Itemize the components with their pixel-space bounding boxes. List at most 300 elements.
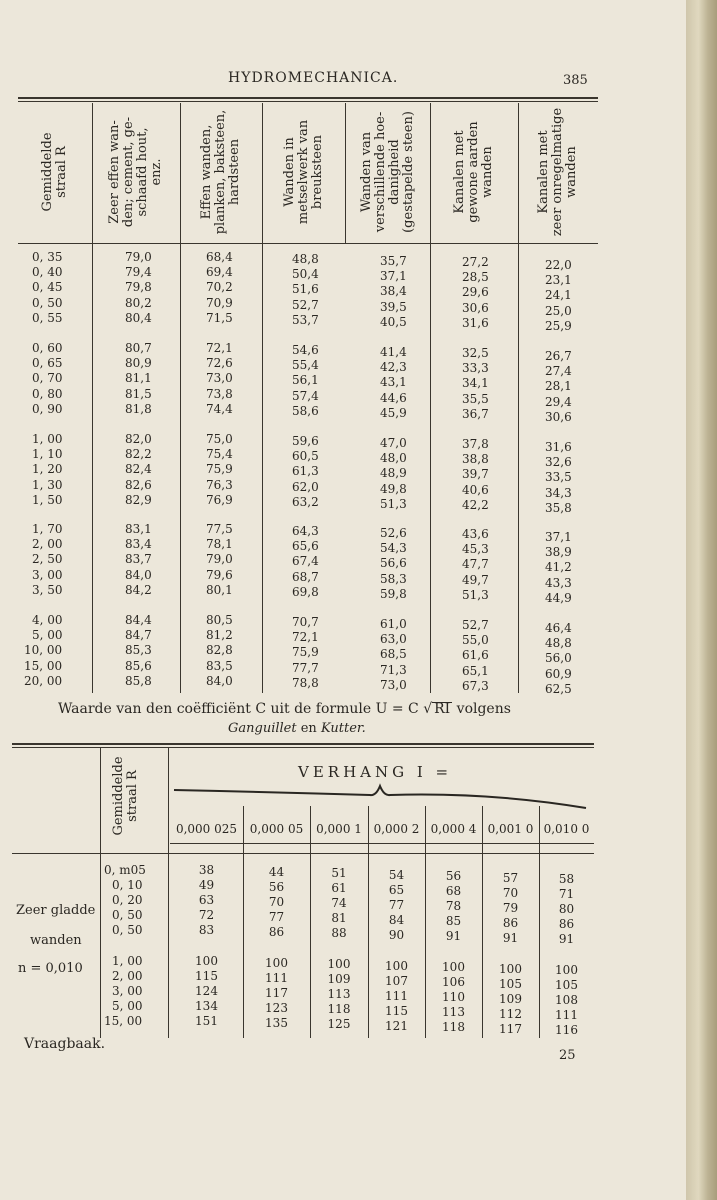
radius-value: 1, 70	[32, 522, 63, 536]
radius-value: 5, 00	[32, 628, 63, 643]
header-line: Wanden van	[358, 131, 374, 213]
coefficient-value: 79,0	[125, 250, 152, 264]
coefficient-value: 82,4	[125, 462, 152, 477]
table1-column-header	[41, 106, 69, 238]
radius-value: 3, 00	[112, 984, 143, 998]
coefficient-value: 41,4	[380, 345, 407, 359]
coefficient-value: 151	[195, 1014, 218, 1028]
coefficient-value: 80,2	[125, 295, 152, 310]
coefficient-value: 43,1	[380, 375, 407, 390]
coefficient-value: 81,2	[206, 628, 233, 643]
coefficient-value: 85,3	[125, 643, 152, 658]
coefficient-value: 58	[558, 872, 575, 886]
coefficient-value: 75,9	[206, 462, 233, 477]
coefficient-value: 52,7	[462, 618, 489, 632]
header-line: (gestapelde steen)	[400, 111, 416, 233]
coefficient-value: 37,8	[462, 437, 489, 451]
coefficient-value: 84	[388, 912, 405, 927]
header-line: hardsteen	[227, 138, 242, 206]
slope-header: 0,000 1	[316, 822, 362, 836]
coefficient-value: 37,1	[380, 269, 407, 284]
coefficient-value: 41,2	[545, 560, 572, 575]
radius-value: 20, 00	[24, 673, 63, 688]
header-line: Wanden in	[281, 137, 297, 207]
coefficient-value: 63	[198, 893, 215, 907]
coefficient-value: 70,7	[292, 615, 319, 629]
coefficient-value: 81,8	[125, 401, 152, 416]
coefficient-value: 91	[445, 929, 462, 943]
author-ganguillet: Ganguillet	[228, 721, 297, 736]
radius-value: 0, 70	[32, 371, 63, 386]
coefficient-value: 124	[195, 984, 218, 998]
coefficient-value: 84,7	[125, 628, 152, 643]
coefficient-value: 111	[265, 970, 288, 985]
coefficient-value: 65,6	[292, 539, 319, 554]
coefficient-value: 52,6	[380, 526, 407, 540]
header-line: gewone aarden	[466, 121, 481, 223]
radius-value: 15, 00	[104, 1014, 143, 1028]
header-line: den; cement, ge-	[121, 116, 136, 228]
radius-value: 0, 45	[32, 280, 63, 295]
radius-value: 0, 65	[32, 356, 63, 371]
coefficient-value: 70	[268, 894, 285, 909]
radius-value: 1, 30	[32, 477, 63, 492]
coefficient-value: 81,1	[125, 371, 152, 386]
coefficient-value: 72,6	[206, 356, 233, 371]
coefficient-value: 50,4	[292, 267, 319, 282]
coefficient-value: 28,5	[462, 270, 489, 285]
coefficient-value: 64,3	[292, 524, 319, 538]
caption-volgens: volgens	[456, 701, 511, 717]
coefficient-value: 84,2	[125, 582, 152, 597]
coefficient-value: 77,7	[292, 660, 319, 675]
coefficient-value: 76,3	[206, 477, 233, 492]
coefficient-value: 49	[198, 878, 215, 892]
radius-value: 0, 60	[32, 341, 63, 355]
side-label-n: n = 0,010	[18, 961, 83, 976]
coefficient-value: 36,7	[462, 406, 489, 421]
coefficient-value: 32,6	[545, 455, 572, 470]
coefficient-value: 28,1	[545, 379, 572, 394]
coefficient-value: 108	[555, 993, 578, 1007]
header-line: planken, baksteen,	[213, 109, 228, 235]
coefficient-value: 69,4	[206, 265, 233, 280]
coefficient-value: 121	[385, 1018, 408, 1033]
header-line: verschillende hoe-	[372, 111, 388, 233]
coefficient-value: 57	[502, 870, 519, 885]
radius-value: 2, 00	[112, 969, 143, 983]
coefficient-value: 73,8	[206, 386, 233, 401]
coefficient-value: 38	[198, 863, 215, 877]
coefficient-value: 34,1	[462, 376, 489, 391]
coefficient-value: 31,6	[462, 315, 489, 330]
coefficient-value: 82,8	[206, 643, 233, 658]
table1-col-divider	[180, 103, 181, 693]
coefficient-value: 27,2	[462, 255, 489, 269]
running-header: HYDROMECHANICA.	[228, 70, 399, 86]
header-line: breuksteen	[309, 134, 325, 210]
slope-header: 0,000 2	[373, 822, 420, 836]
coefficient-value: 83,1	[125, 522, 152, 536]
coefficient-value: 82,0	[125, 432, 152, 446]
coefficient-value: 73,0	[206, 371, 233, 386]
coefficient-value: 109	[499, 991, 522, 1006]
coefficient-value: 38,8	[462, 452, 489, 467]
radius-value: 0, m05	[104, 863, 146, 877]
coefficient-value: 75,4	[206, 447, 233, 462]
radius-value: 0, 20	[112, 893, 143, 907]
coefficient-value: 123	[265, 1000, 288, 1015]
radius-value: 0, 50	[32, 295, 63, 310]
coefficient-value: 75,9	[292, 645, 319, 660]
coefficient-value: 68,5	[380, 647, 407, 662]
coefficient-value: 109	[327, 972, 351, 986]
author-kutter: Kutter.	[320, 721, 366, 736]
coefficient-value: 60,9	[545, 666, 572, 681]
coefficient-value: 100	[555, 963, 578, 977]
coefficient-value: 58,6	[292, 403, 319, 418]
coefficient-value: 100	[385, 958, 408, 973]
radius-value: 5, 00	[112, 999, 143, 1013]
table2-slope-rule	[170, 843, 594, 844]
coefficient-value: 25,9	[545, 318, 572, 333]
coefficient-value: 47,0	[380, 436, 407, 450]
coefficient-value: 62,0	[292, 479, 319, 494]
coefficient-value: 72,1	[292, 630, 319, 645]
sqrt-sign: √	[423, 701, 433, 717]
header-line: wanden	[480, 146, 495, 198]
header-line: Zeer effen wan-	[107, 120, 122, 224]
coefficient-value: 85	[445, 914, 462, 928]
coefficient-value: 79,6	[206, 567, 233, 582]
coefficient-value: 27,4	[545, 364, 572, 379]
radius-value: 4, 00	[32, 613, 63, 627]
coefficient-value: 70,2	[206, 280, 233, 295]
footer-vraagbaak: Vraagbaak.	[24, 1036, 106, 1052]
coefficient-value: 40,6	[462, 482, 489, 497]
coefficient-value: 65,1	[462, 663, 489, 678]
radius-value: 1, 10	[32, 447, 63, 462]
coefficient-value: 55,0	[462, 633, 489, 648]
radius-value: 0, 10	[112, 878, 143, 892]
coefficient-value: 72	[198, 908, 215, 922]
coefficient-value: 60,5	[292, 449, 319, 464]
coefficient-value: 85,8	[125, 673, 152, 688]
table2-col-divider	[168, 748, 169, 1038]
coefficient-value: 86	[268, 924, 285, 939]
coefficient-value: 69,8	[292, 584, 319, 599]
coefficient-value: 56	[268, 879, 285, 894]
header-line: Kanalen met	[536, 130, 551, 214]
coefficient-value: 79,4	[125, 265, 152, 280]
coefficient-value: 71	[558, 887, 575, 901]
coefficient-value: 44,9	[545, 590, 572, 605]
coefficient-value: 107	[385, 973, 408, 988]
radius-value: 0, 90	[32, 401, 63, 416]
coefficient-value: 62,5	[545, 681, 572, 696]
radius-value: 1, 20	[32, 462, 63, 477]
coefficient-value: 48,9	[380, 466, 407, 481]
coefficient-value: 117	[499, 1021, 522, 1036]
coefficient-value: 72,1	[206, 341, 233, 355]
coefficient-value: 57,4	[292, 388, 319, 403]
coefficient-value: 29,4	[545, 394, 572, 409]
coefficient-value: 48,8	[292, 252, 319, 266]
table1-col-divider	[262, 103, 263, 693]
coefficient-value: 86	[558, 917, 575, 931]
coefficient-value: 117	[265, 985, 288, 1000]
coefficient-value: 113	[327, 987, 351, 1001]
table1-column-header	[108, 106, 164, 238]
coefficient-value: 63,0	[380, 632, 407, 647]
coefficient-value: 32,5	[462, 346, 489, 360]
coefficient-value: 82,2	[125, 447, 152, 462]
coefficient-value: 56,0	[545, 651, 572, 666]
radius-value: 15, 00	[24, 658, 63, 673]
coefficient-value: 51,6	[292, 282, 319, 297]
coefficient-value: 79	[502, 900, 519, 915]
coefficient-value: 42,3	[380, 360, 407, 375]
coefficient-value: 61,6	[462, 648, 489, 663]
coefficient-value: 135	[265, 1015, 288, 1030]
table1-top-rule-thin	[18, 101, 598, 102]
coefficient-value: 118	[327, 1002, 351, 1016]
coefficient-value: 86	[502, 915, 519, 930]
table1-column-header	[537, 106, 579, 238]
header-line: schaafd hout,	[135, 127, 150, 217]
header-line: wanden	[564, 146, 579, 198]
coefficient-value: 100	[195, 954, 218, 968]
coefficient-value: 46,4	[545, 621, 572, 635]
radius-value: 1, 00	[112, 954, 143, 968]
coefficient-value: 52,7	[292, 297, 319, 312]
coefficient-value: 48,8	[545, 636, 572, 651]
coefficient-value: 70	[502, 885, 519, 900]
coefficient-value: 56,1	[292, 373, 319, 388]
coefficient-value: 80,9	[125, 356, 152, 371]
coefficient-value: 26,7	[545, 349, 572, 363]
coefficient-value: 105	[555, 978, 578, 992]
coefficient-value: 80,5	[206, 613, 233, 627]
coefficient-value: 83,5	[206, 658, 233, 673]
header-line: zeer onregelmatige	[550, 107, 565, 237]
verhang-brace	[170, 782, 590, 812]
side-label-wanden: wanden	[30, 933, 82, 948]
coefficient-value: 80,1	[206, 582, 233, 597]
coefficient-value: 55,4	[292, 358, 319, 373]
coefficient-value: 81,5	[125, 386, 152, 401]
header-gemiddelde-straal	[112, 752, 140, 840]
radius-value: 10, 00	[24, 643, 63, 658]
radius-value: 2, 00	[32, 537, 63, 552]
coefficient-value: 77	[268, 909, 285, 924]
coefficient-value: 78,1	[206, 537, 233, 552]
coefficient-value: 29,6	[462, 285, 489, 300]
header-line: Effen wanden,	[199, 124, 214, 220]
coefficient-value: 79,8	[125, 280, 152, 295]
header-line: straal R	[125, 770, 140, 822]
coefficient-value: 37,1	[545, 530, 572, 544]
coefficient-value: 75,0	[206, 432, 233, 446]
coefficient-value: 84,0	[206, 673, 233, 688]
coefficient-value: 24,1	[545, 288, 572, 303]
coefficient-value: 42,2	[462, 497, 489, 512]
coefficient-value: 74	[331, 896, 347, 910]
header-line: danigheid	[386, 139, 402, 205]
coefficient-value: 88	[331, 926, 347, 940]
coefficient-value: 90	[388, 927, 405, 942]
coefficient-value: 118	[442, 1020, 465, 1034]
coefficient-value: 81	[331, 911, 347, 925]
coefficient-value: 82,9	[125, 492, 152, 507]
coefficient-value: 71,3	[380, 662, 407, 677]
coefficient-value: 61	[331, 881, 347, 895]
header-line: Gemiddelde	[111, 756, 126, 836]
coefficient-value: 61,0	[380, 617, 407, 631]
slope-header: 0,000 4	[430, 822, 477, 836]
coefficient-value: 51	[331, 866, 347, 880]
coefficient-value: 54	[388, 867, 405, 882]
coefficient-value: 25,0	[545, 303, 572, 318]
header-line: enz.	[149, 158, 164, 186]
coefficient-value: 125	[327, 1017, 351, 1031]
coefficient-value: 56,6	[380, 556, 407, 571]
caption-authors	[228, 721, 366, 736]
coefficient-value: 59,6	[292, 434, 319, 448]
coefficient-value: 71,5	[206, 310, 233, 325]
slope-header: 0,001 0	[487, 822, 534, 836]
radius-value: 0, 80	[32, 386, 63, 401]
coefficient-value: 67,4	[292, 554, 319, 569]
radius-value: 3, 50	[32, 582, 63, 597]
radius-value: 2, 50	[32, 552, 63, 567]
radius-value: 1, 50	[32, 492, 63, 507]
book-spine	[686, 0, 717, 1200]
coefficient-value: 33,5	[545, 470, 572, 485]
footer-signature: 25	[559, 1048, 576, 1063]
coefficient-value: 83	[198, 923, 215, 937]
coefficient-value: 43,6	[462, 527, 489, 541]
table1-column-header	[360, 106, 416, 238]
side-label-zeer-gladde: Zeer gladde	[16, 903, 96, 918]
coefficient-value: 100	[442, 960, 465, 974]
radius-value: 0, 50	[112, 923, 143, 937]
slope-header: 0,000 025	[175, 822, 238, 836]
coefficient-value: 67,3	[462, 678, 489, 693]
coefficient-value: 51,3	[462, 587, 489, 602]
coefficient-value: 54,3	[380, 541, 407, 556]
header-line: straal R	[54, 146, 69, 198]
coefficient-value: 100	[327, 957, 351, 971]
coefficient-value: 76,9	[206, 492, 233, 507]
coefficient-value: 134	[195, 999, 218, 1013]
coefficient-value: 44	[268, 864, 285, 879]
coefficient-value: 111	[555, 1008, 578, 1022]
coefficient-value: 91	[502, 930, 519, 945]
coefficient-value: 68,4	[206, 250, 233, 264]
header-line: Gemiddelde	[40, 132, 55, 212]
coefficient-value: 83,4	[125, 537, 152, 552]
table2-top-rule	[12, 743, 594, 745]
coefficient-value: 44,6	[380, 390, 407, 405]
radius-value: 0, 35	[32, 250, 63, 264]
coefficient-value: 111	[385, 988, 408, 1003]
coefficient-value: 112	[499, 1006, 522, 1021]
coefficient-value: 78	[445, 899, 462, 913]
coefficient-value: 39,5	[380, 299, 407, 314]
coefficient-value: 106	[442, 975, 465, 989]
coefficient-value: 45,3	[462, 542, 489, 557]
coefficient-value: 47,7	[462, 557, 489, 572]
coefficient-value: 78,8	[292, 675, 319, 690]
coefficient-value: 58,3	[380, 571, 407, 586]
coefficient-value: 63,2	[292, 494, 319, 509]
coefficient-value: 35,8	[545, 500, 572, 515]
coefficient-value: 91	[558, 932, 575, 946]
coefficient-value: 34,3	[545, 485, 572, 500]
author-conjunction: en	[300, 721, 317, 736]
verhang-title: VERHANG I =	[298, 763, 453, 781]
table1-top-rule	[18, 97, 598, 99]
coefficient-value: 116	[555, 1023, 578, 1037]
table1-header-rule	[18, 243, 598, 244]
table-caption	[58, 701, 511, 717]
coefficient-value: 79,0	[206, 552, 233, 567]
header-line: Kanalen met	[452, 130, 467, 214]
coefficient-value: 65	[388, 882, 405, 897]
header-line: metselwerk van	[295, 119, 311, 225]
table1-col-divider	[430, 103, 431, 693]
coefficient-value: 115	[385, 1003, 408, 1018]
coefficient-value: 74,4	[206, 401, 233, 416]
radius-value: 1, 00	[32, 432, 63, 446]
coefficient-value: 77,5	[206, 522, 233, 536]
table1-col-divider	[345, 103, 346, 243]
coefficient-value: 53,7	[292, 312, 319, 327]
coefficient-value: 110	[442, 990, 465, 1004]
coefficient-value: 49,7	[462, 572, 489, 587]
coefficient-value: 38,9	[545, 545, 572, 560]
coefficient-value: 22,0	[545, 258, 572, 272]
coefficient-value: 82,6	[125, 477, 152, 492]
coefficient-value: 68,7	[292, 569, 319, 584]
coefficient-value: 51,3	[380, 496, 407, 511]
coefficient-value: 45,9	[380, 405, 407, 420]
coefficient-value: 38,4	[380, 284, 407, 299]
coefficient-value: 56	[445, 869, 462, 883]
coefficient-value: 113	[442, 1005, 465, 1019]
table1-col-divider	[518, 103, 519, 693]
slope-header: 0,000 05	[249, 822, 304, 836]
coefficient-value: 85,6	[125, 658, 152, 673]
coefficient-value: 115	[195, 969, 218, 983]
coefficient-value: 83,7	[125, 552, 152, 567]
coefficient-value: 105	[499, 976, 522, 991]
coefficient-value: 59,8	[380, 586, 407, 601]
table2-col-divider	[100, 748, 101, 1038]
coefficient-value: 77	[388, 897, 405, 912]
coefficient-value: 23,1	[545, 273, 572, 288]
coefficient-value: 49,8	[380, 481, 407, 496]
coefficient-value: 33,3	[462, 361, 489, 376]
radius-value: 0, 40	[32, 265, 63, 280]
coefficient-value: 84,4	[125, 613, 152, 627]
page-number: 385	[563, 73, 588, 88]
coefficient-value: 30,6	[462, 300, 489, 315]
table1-column-header	[283, 106, 325, 238]
coefficient-value: 70,9	[206, 295, 233, 310]
coefficient-value: 84,0	[125, 567, 152, 582]
